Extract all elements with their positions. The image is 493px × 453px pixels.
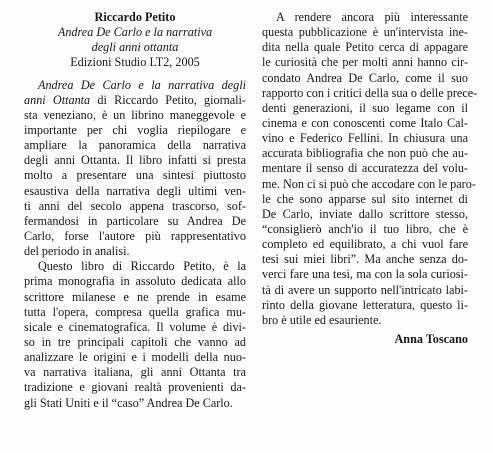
left-text-line: del periodo in analisi. <box>24 244 130 259</box>
left-text-line: scrittore milanese e ne prende in esame <box>24 289 246 304</box>
right-text-line: mentare il senso di accuratezza del volu- <box>262 161 468 176</box>
right-text-line: bro è utile ed esauriente. <box>262 312 382 327</box>
book-title-line-1: Andrea De Carlo e la narrativa <box>57 25 213 40</box>
left-text-line <box>24 78 246 93</box>
right-text-line: le che sono apparse sul sito internet di <box>262 191 468 206</box>
left-text-line: importante per chi voglia riepilogare e <box>24 122 246 137</box>
book-author: Riccardo Petito <box>94 10 176 24</box>
left-text-line: prima monografia in assoluto dedicata allo <box>24 274 246 289</box>
right-text-line: le curiosità che per molti anni hanno cir- <box>262 55 468 70</box>
book-title-reference: Andrea De Carlo e la narrativa degli <box>38 77 246 92</box>
right-text-line: “consiglierò anch'io il tuo libro, che è <box>262 221 468 236</box>
left-text-line: analizzare le origini e i modelli della nuo- <box>24 350 246 365</box>
right-column <box>262 10 478 347</box>
left-text-line: gli Stati Uniti e il “caso” Andrea De Carlo. <box>24 395 233 410</box>
left-text-line: tutta l'opera, compresa quella grafica mu- <box>24 304 246 319</box>
right-text-line: completo ed equilibrato, a chi vuol fare <box>262 237 468 252</box>
right-text-line: vino e Federico Fellini. In chiusura una <box>262 131 468 146</box>
right-text-line: cinema e con conoscenti come Italo Cal- <box>262 115 468 130</box>
right-text-line: accurata bibliografia che non può che au- <box>262 146 468 161</box>
left-body-text <box>24 78 246 411</box>
right-text-line: tesi sui miei libri”. Ma anche senza do- <box>262 252 468 267</box>
left-column <box>24 10 246 411</box>
right-text-line: questa pubblicazione è un'intervista ine- <box>262 25 468 40</box>
right-body-text <box>262 10 478 328</box>
left-text-line: Questo libro di Riccardo Petito, è la <box>38 259 246 274</box>
left-text-line: esaustiva della narrativa degli ultimi ven- <box>24 183 246 198</box>
right-text-line: condato Andrea De Carlo, come il suo <box>262 70 468 85</box>
left-text-line: ti anni del secolo appena trascorso, sof- <box>24 198 246 213</box>
left-text-line: fermandosi in particolare su Andrea De <box>24 213 246 228</box>
right-text-line: rapporto con i critici della sua o delle prece- <box>262 85 478 100</box>
left-text-line: tradizione e giovani realtà provenienti da- <box>24 380 246 395</box>
left-text-line: Carlo, forse l'autore più rappresentativo <box>24 228 246 243</box>
left-text-line <box>24 93 246 108</box>
right-text-line: denti generazioni, il suo legame con il <box>262 100 468 115</box>
book-title-line-2: degli anni ottanta <box>91 40 179 55</box>
right-text-line: De Carlo, inviate dallo scrittore stesso, <box>262 206 468 221</box>
right-text-line: verci fare una tesi, ma con la sola curiosi- <box>262 267 468 282</box>
right-text-line: tà di avere un supporto nell'intricato labi- <box>262 282 468 297</box>
left-text-line: va narrativa italiana, gli anni Ottanta tra <box>24 365 246 380</box>
right-text-line: dita nella quale Petito cerca di appagare <box>262 40 468 55</box>
left-text-line: molto a presentare una sintesi piuttosto <box>24 168 246 183</box>
text-fragment: di Riccardo Petito, giornali- <box>90 92 246 107</box>
left-text-line: so in tre principali capitoli che vanno ad <box>24 334 246 349</box>
left-text-line: sicale e cinematografica. Il volume è divi- <box>24 319 246 334</box>
right-text-line: A rendere ancora più interessante <box>276 10 468 24</box>
left-text-line: degli anni Ottanta. Il libro infatti si presta <box>24 153 246 168</box>
right-text-line: rinto della giovane letteratura, questo li- <box>262 297 468 312</box>
book-publisher: Edizioni Studio LT2, 2005 <box>70 55 200 70</box>
book-title-reference: anni Ottanta <box>24 92 91 107</box>
right-text-line: me. Non ci si può che accodare con le paro- <box>262 176 476 191</box>
left-text-line: sta veneziano, è un librino maneggevole e <box>24 107 246 122</box>
review-signature: Anna Toscano <box>394 331 468 346</box>
left-text-line: ampliare la panoramica della narrativa <box>24 138 246 153</box>
